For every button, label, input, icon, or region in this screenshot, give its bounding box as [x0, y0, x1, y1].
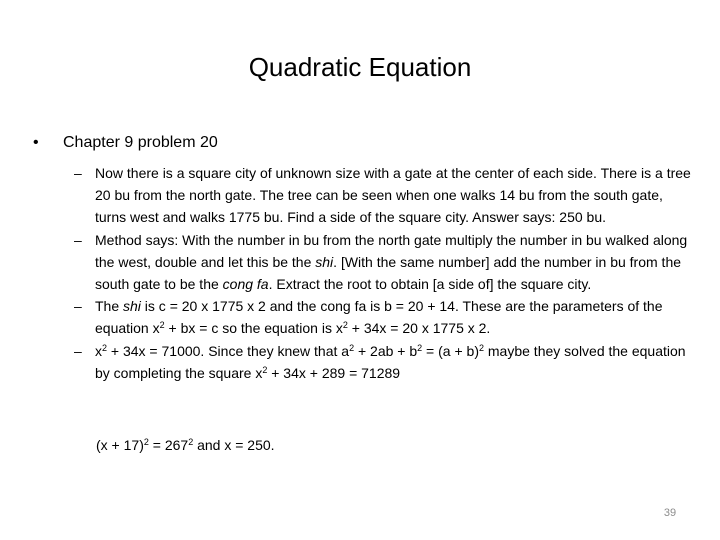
page-number: 39 — [663, 507, 677, 519]
dash-marker: – — [74, 231, 82, 248]
slide-title: Quadratic Equation — [248, 52, 472, 82]
sub-item-parameters — [74, 295, 694, 339]
problem-text: Now there is a square city of unknown size with a gate at the center of each side. There is a tree 20 bu from the north gate. The tree can be seen when one walks 14 bu from the south gate, turns west and walks 1775 bu. Find a side of the square city. Answer says: 250 bu. — [95, 165, 691, 226]
sub-item-solution — [74, 340, 694, 384]
bullet-text: Chapter 9 problem 20 — [63, 134, 218, 151]
parameters-text: The shi is c = 20 x 1775 x 2 and the cong fa is b = 20 + 14. These are the parameters of the equation $x^2$ + bx = c so the equation is $x^2 + 34x = 20$ x 1775 x 2. — [95, 298, 663, 337]
bullet-item — [33, 132, 218, 154]
dash-marker: – — [74, 165, 82, 181]
sub-item-method — [74, 229, 694, 296]
final-formula: $(x + 17)^2 = 267^2$ and x = 250. — [96, 437, 275, 453]
dash-marker: – — [74, 342, 82, 359]
sub-item-problem — [74, 162, 694, 229]
solution-text: $x^2 + 34x = 71000$. Since they knew that $a^2 + 2ab + b^2 = (a + b)^2$ maybe they solved the equation by completing the square $x^2 + 34x + 289 = 71289$ — [95, 342, 686, 381]
bullet-marker: • — [33, 134, 39, 151]
dash-marker: – — [74, 298, 82, 315]
method-text: Method says: With the number in bu from the north gate multiply the number in bu walked along the west, double and let this be the shi. [With the same number] add the number in bu from the south gate to be the cong fa. Extract the root to obtain [a side of] the square city. — [95, 231, 688, 293]
sub-list — [74, 162, 694, 384]
